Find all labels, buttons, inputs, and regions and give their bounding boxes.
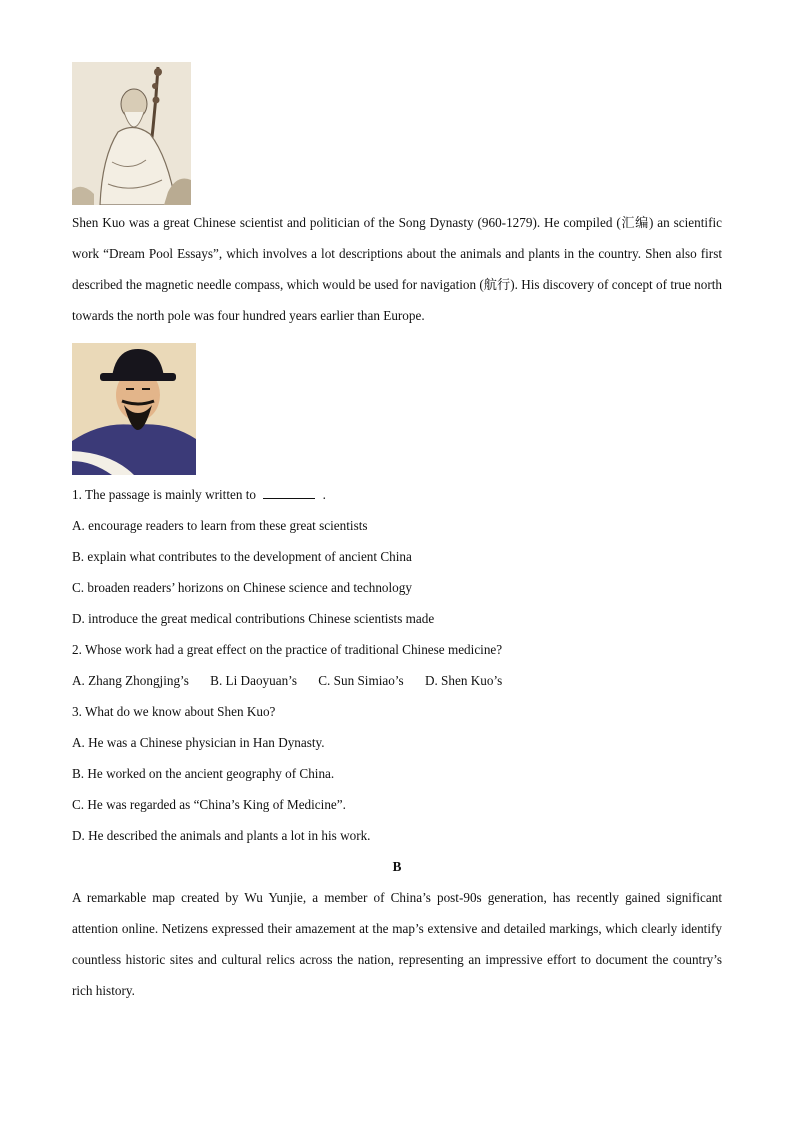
question-2-options bbox=[72, 665, 722, 696]
answer-blank bbox=[263, 486, 315, 499]
question-3-option-a: A. He was a Chinese physician in Han Dynasty. bbox=[72, 735, 325, 750]
document-page bbox=[72, 62, 722, 1006]
question-1-stem bbox=[72, 479, 722, 510]
question-1-stem-end: . bbox=[322, 487, 326, 502]
question-1-option-c: C. broaden readers’ horizons on Chinese science and technology bbox=[72, 580, 412, 595]
question-3-option-d: D. He described the animals and plants a lot in his work. bbox=[72, 828, 371, 843]
question-2-stem: 2. Whose work had a great effect on the practice of traditional Chinese medicine? bbox=[72, 642, 503, 657]
question-2-option-a: A. Zhang Zhongjing’s bbox=[72, 673, 189, 688]
question-1-option-a: A. encourage readers to learn from these great scientists bbox=[72, 518, 368, 533]
question-3-option-c: C. He was regarded as “China’s King of Medicine”. bbox=[72, 797, 346, 812]
section-b-heading: B bbox=[392, 859, 402, 874]
passage-a-paragraph: Shen Kuo was a great Chinese scientist and politician of the Song Dynasty (960-1279). He compiled (汇编) an scientific work “Dream Pool Essays”, which involves a lot descriptions about the animals and plants in the country. Shen also first described the magnetic needle compass, which would be used for navigation (航行). His discovery of concept of true north towards the north pole was four hundred years earlier than Europe. bbox=[72, 215, 722, 323]
question-1-option-b: B. explain what contributes to the development of ancient China bbox=[72, 549, 412, 564]
sage-portrait-image bbox=[72, 62, 191, 205]
question-1-stem-text: 1. The passage is mainly written to bbox=[72, 487, 256, 502]
question-3-stem: 3. What do we know about Shen Kuo? bbox=[72, 704, 276, 719]
question-1-option-d: D. introduce the great medical contributions Chinese scientists made bbox=[72, 611, 435, 626]
section-b-paragraph: A remarkable map created by Wu Yunjie, a member of China’s post-90s generation, has recently gained significant attention online. Netizens expressed their amazement at the map’s extensive and detailed markings, which clearly identify countless historic sites and cultural relics across the nation, representing an impressive effort to document the country’s rich history. bbox=[72, 890, 722, 998]
question-2-option-c: C. Sun Simiao’s bbox=[318, 673, 404, 688]
question-2-option-d: D. Shen Kuo’s bbox=[424, 673, 503, 688]
question-3-option-b: B. He worked on the ancient geography of China. bbox=[72, 766, 335, 781]
scholar-portrait-image bbox=[72, 343, 196, 475]
question-2-option-b: B. Li Daoyuan’s bbox=[210, 673, 297, 688]
